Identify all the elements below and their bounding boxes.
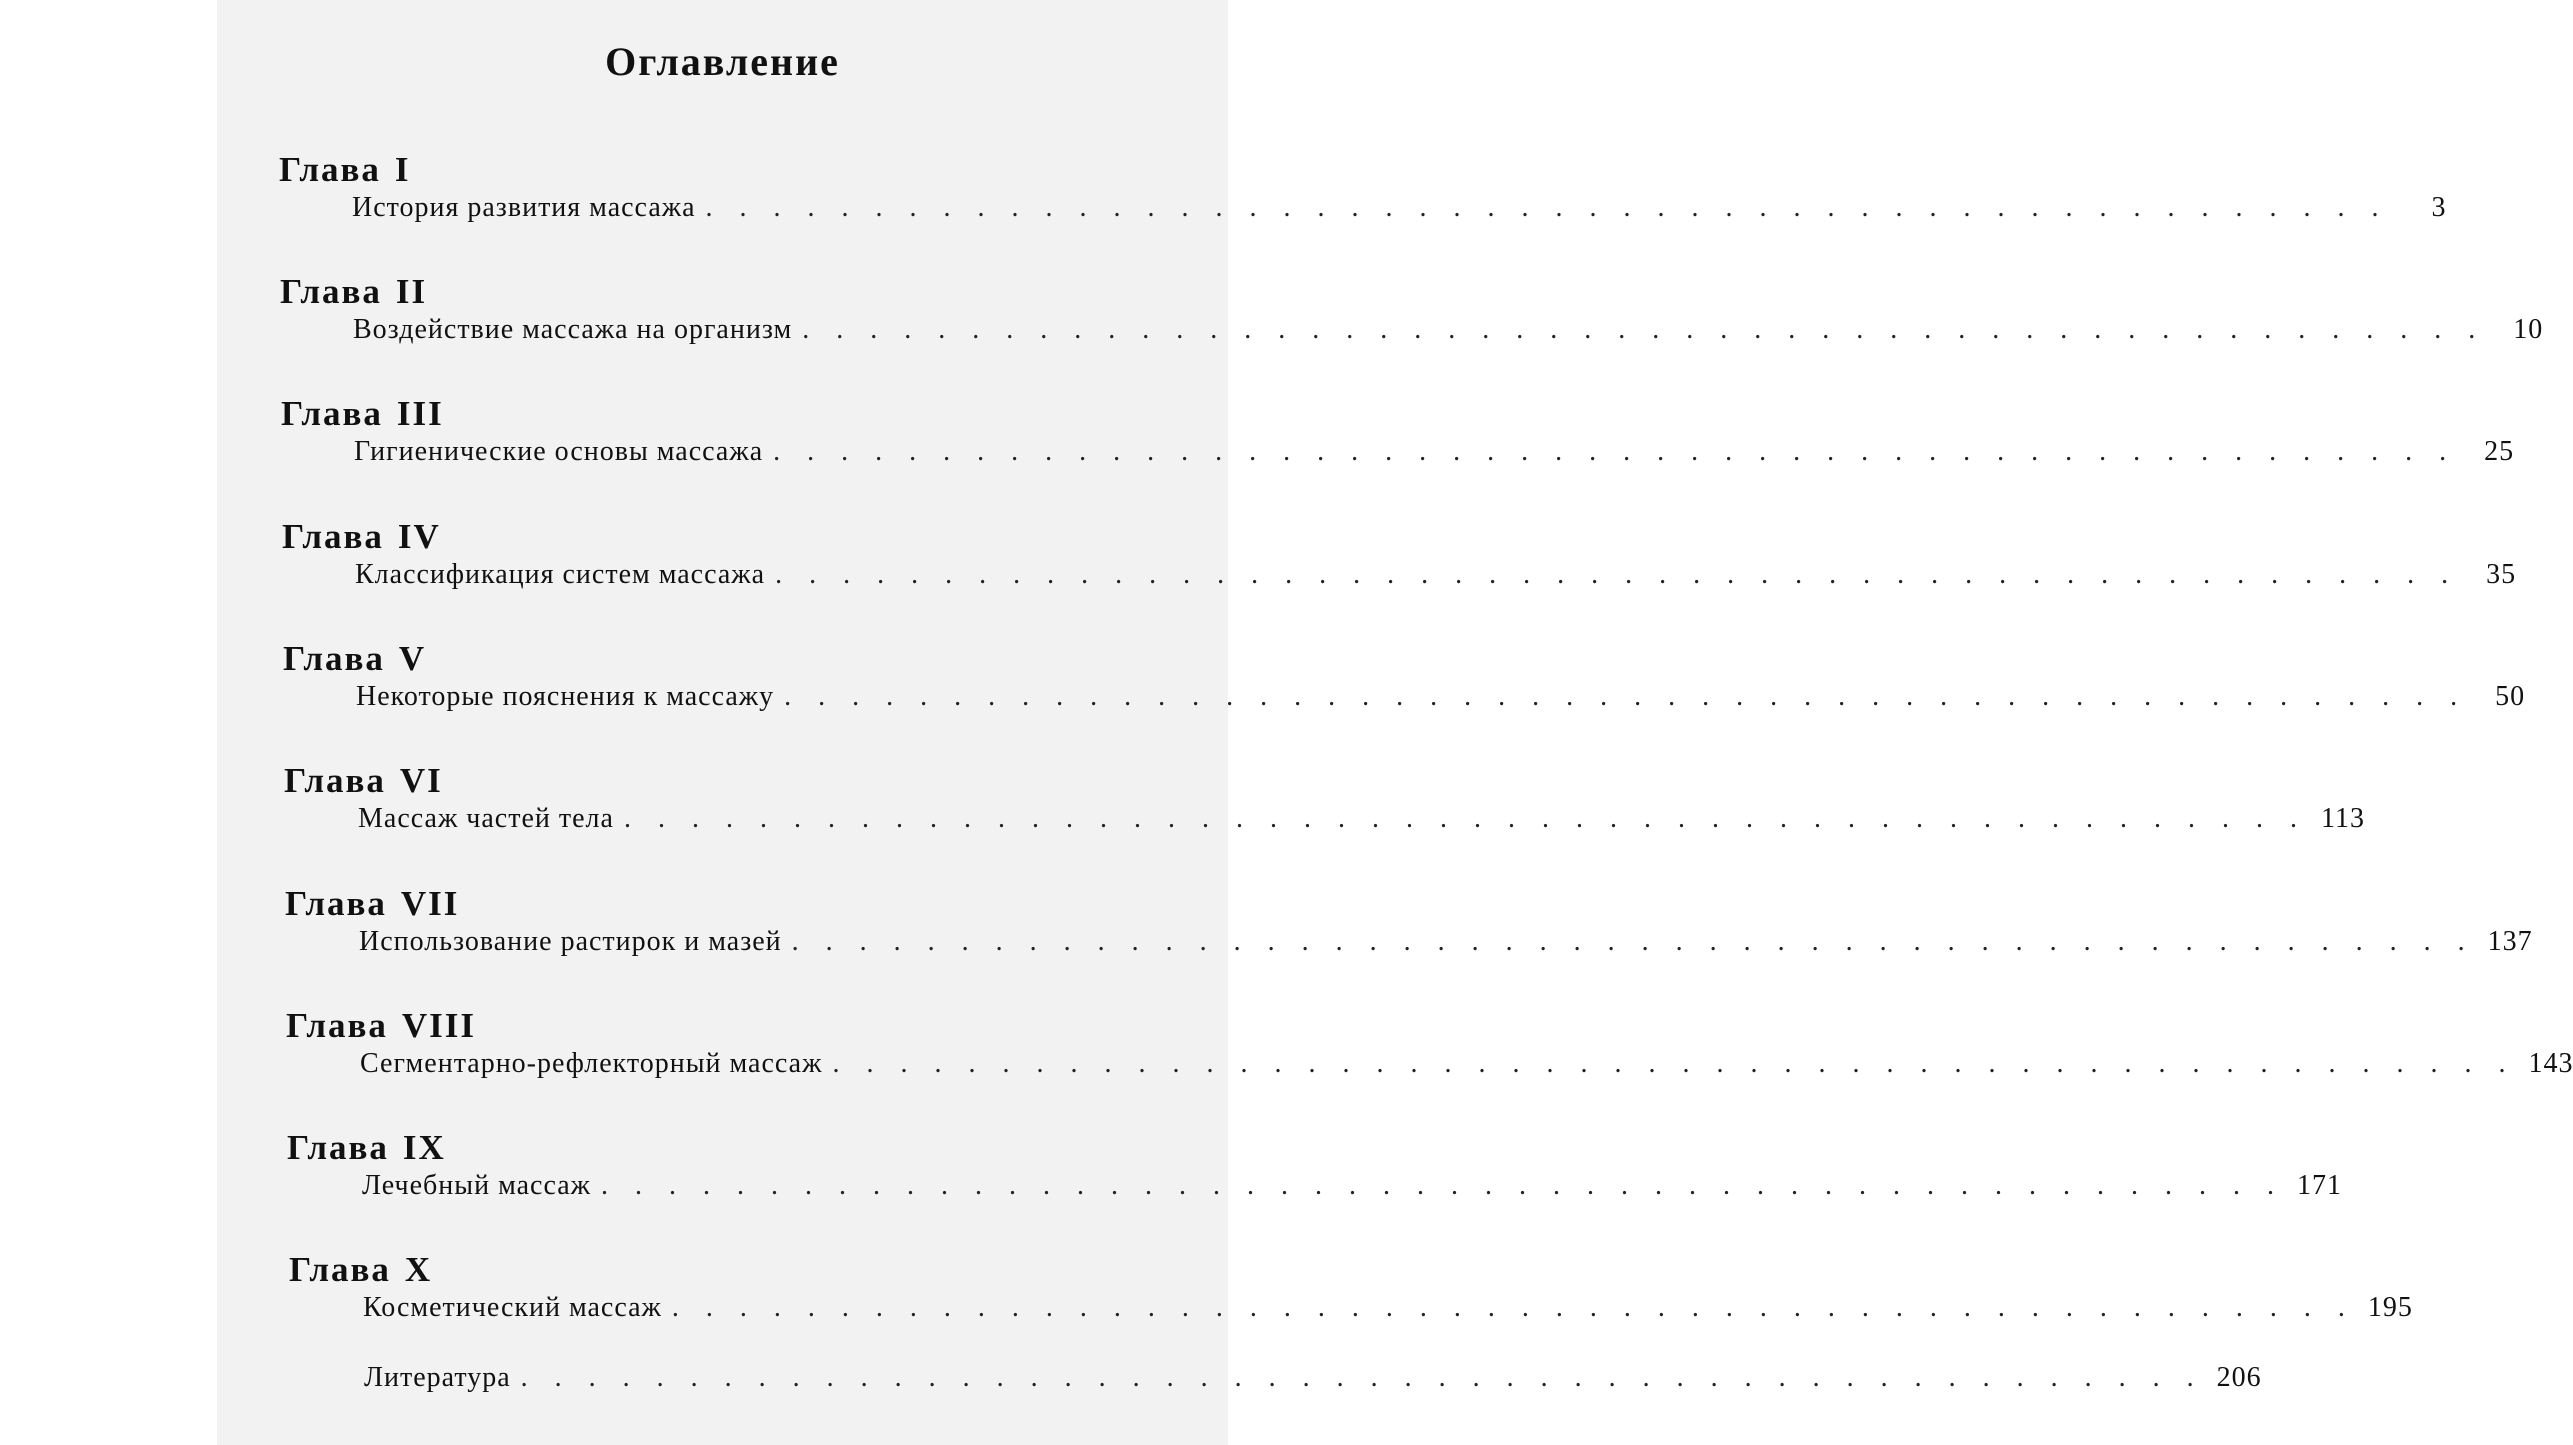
dot-leader: . . . . . . . . . . . . . . . . . . . . . . . . . . . . . . . . . . . . . . . . . . . . . . . . . . bbox=[671, 1292, 2355, 1323]
chapter-numeral: VII bbox=[400, 884, 460, 923]
dot-leader: . . . . . . . . . . . . . . . . . . . . . . . . . . . . . . . . . . . . . . . . . . . . . . . . . . bbox=[791, 926, 2475, 957]
entry-title: Косметический массаж bbox=[363, 1292, 662, 1323]
chapter-heading bbox=[285, 884, 459, 924]
entry-title: История развития массажа bbox=[352, 192, 696, 223]
chapter-heading bbox=[287, 1128, 446, 1168]
toc-entry[interactable] bbox=[360, 1048, 2573, 1088]
toc-entry[interactable] bbox=[363, 1292, 2413, 1332]
chapter-numeral: X bbox=[404, 1250, 433, 1289]
dot-leader: . . . . . . . . . . . . . . . . . . . . . . . . . . . . . . . . . . . . . . . . . . . . . . . . . . bbox=[773, 436, 2457, 467]
chapter-9 bbox=[217, 1128, 2342, 1228]
toc-entry[interactable] bbox=[353, 314, 2544, 354]
chapter-8 bbox=[217, 1006, 2573, 1106]
toc-entry-literature[interactable] bbox=[364, 1362, 2262, 1402]
toc-entry[interactable] bbox=[362, 1170, 2342, 1210]
entry-title: Массаж частей тела bbox=[358, 803, 614, 834]
toc-entry[interactable] bbox=[358, 803, 2365, 843]
entry-title: Сегментарно-рефлекторный массаж bbox=[360, 1048, 823, 1079]
chapter-numeral: IX bbox=[402, 1128, 446, 1167]
toc-entry[interactable] bbox=[352, 192, 2447, 232]
dot-leader: . . . . . . . . . . . . . . . . . . . . . . . . . . . . . . . . . . . . . . . . . . . . . . . . . . bbox=[705, 192, 2389, 223]
dot-leader: . . . . . . . . . . . . . . . . . . . . . . . . . . . . . . . . . . . . . . . . . . . . . . . . . . bbox=[832, 1048, 2516, 1079]
entry-title: Некоторые пояснения к массажу bbox=[356, 681, 775, 712]
dot-leader: . . . . . . . . . . . . . . . . . . . . . . . . . . . . . . . . . . . . . . . . . . . . . . . . . . bbox=[601, 1170, 2284, 1201]
chapter-heading bbox=[286, 1006, 476, 1046]
dot-leader: . . . . . . . . . . . . . . . . . . . . . . . . . . . . . . . . . . . . . . . . . . . . . . . . . . bbox=[802, 314, 2486, 345]
entry-title: Классификация систем массажа bbox=[355, 559, 766, 590]
chapter-heading bbox=[279, 150, 410, 190]
entry-title: Использование растирок и мазей bbox=[359, 926, 782, 957]
chapter-10 bbox=[217, 1250, 2413, 1350]
page-number: 137 bbox=[2487, 926, 2533, 957]
page-title: Оглавление bbox=[605, 39, 840, 84]
page-number: 3 bbox=[2431, 192, 2447, 223]
dot-leader: . . . . . . . . . . . . . . . . . . . . . . . . . . . . . . . . . . . . . . . . . . . . . . . . . . bbox=[520, 1362, 2204, 1393]
chapter-label: Глава bbox=[285, 884, 387, 923]
chapter-numeral: II bbox=[395, 272, 428, 311]
toc-entry[interactable] bbox=[354, 436, 2515, 476]
page-number: 35 bbox=[2486, 559, 2517, 590]
chapter-heading bbox=[283, 639, 426, 679]
chapter-heading bbox=[280, 272, 427, 312]
page-number: 113 bbox=[2320, 803, 2365, 834]
page-number: 10 bbox=[2513, 314, 2544, 345]
chapter-label: Глава bbox=[289, 1250, 391, 1289]
page-number: 143 bbox=[2528, 1048, 2573, 1079]
chapter-6 bbox=[217, 761, 2365, 861]
chapter-numeral: V bbox=[398, 639, 427, 678]
book-page bbox=[217, 0, 2573, 1445]
chapter-1 bbox=[217, 150, 2447, 250]
chapter-label: Глава bbox=[286, 1006, 388, 1045]
chapter-7 bbox=[217, 884, 2533, 984]
entry-title: Гигиенические основы массажа bbox=[354, 436, 764, 467]
toc-entry[interactable] bbox=[355, 559, 2517, 599]
page-number: 171 bbox=[2297, 1170, 2342, 1201]
chapter-3 bbox=[217, 394, 2515, 494]
chapter-5 bbox=[217, 639, 2526, 739]
chapter-4 bbox=[217, 517, 2517, 617]
chapter-numeral: III bbox=[396, 394, 444, 433]
page-number: 25 bbox=[2484, 436, 2515, 467]
entry-title: Воздействие массажа на организм bbox=[353, 314, 793, 345]
chapter-label: Глава bbox=[282, 517, 384, 556]
chapter-label: Глава bbox=[280, 272, 382, 311]
chapter-heading bbox=[289, 1250, 432, 1290]
chapter-heading bbox=[282, 517, 441, 557]
chapter-label: Глава bbox=[284, 761, 386, 800]
dot-leader: . . . . . . . . . . . . . . . . . . . . . . . . . . . . . . . . . . . . . . . . . . . . . . . . . . bbox=[784, 681, 2468, 712]
toc-entry[interactable] bbox=[356, 681, 2526, 721]
chapter-label: Глава bbox=[279, 150, 381, 189]
page-number: 195 bbox=[2367, 1292, 2413, 1323]
chapter-2 bbox=[217, 272, 2544, 372]
page-number: 50 bbox=[2495, 681, 2526, 712]
chapter-numeral: IV bbox=[397, 517, 441, 556]
entry-title: Лечебный массаж bbox=[362, 1170, 591, 1201]
chapter-numeral: I bbox=[394, 150, 411, 189]
chapter-numeral: VI bbox=[399, 761, 443, 800]
dot-leader: . . . . . . . . . . . . . . . . . . . . . . . . . . . . . . . . . . . . . . . . . . . . . . . . . . bbox=[775, 559, 2459, 590]
dot-leader: . . . . . . . . . . . . . . . . . . . . . . . . . . . . . . . . . . . . . . . . . . . . . . . . . . bbox=[623, 803, 2307, 834]
entry-title: Литература bbox=[364, 1362, 511, 1393]
chapter-numeral: VIII bbox=[401, 1006, 476, 1045]
chapter-heading bbox=[284, 761, 443, 801]
chapter-heading bbox=[281, 394, 444, 434]
chapter-label: Глава bbox=[281, 394, 383, 433]
chapter-label: Глава bbox=[287, 1128, 389, 1167]
chapter-label: Глава bbox=[283, 639, 385, 678]
toc-entry[interactable] bbox=[359, 926, 2533, 966]
page-number: 206 bbox=[2216, 1362, 2262, 1393]
